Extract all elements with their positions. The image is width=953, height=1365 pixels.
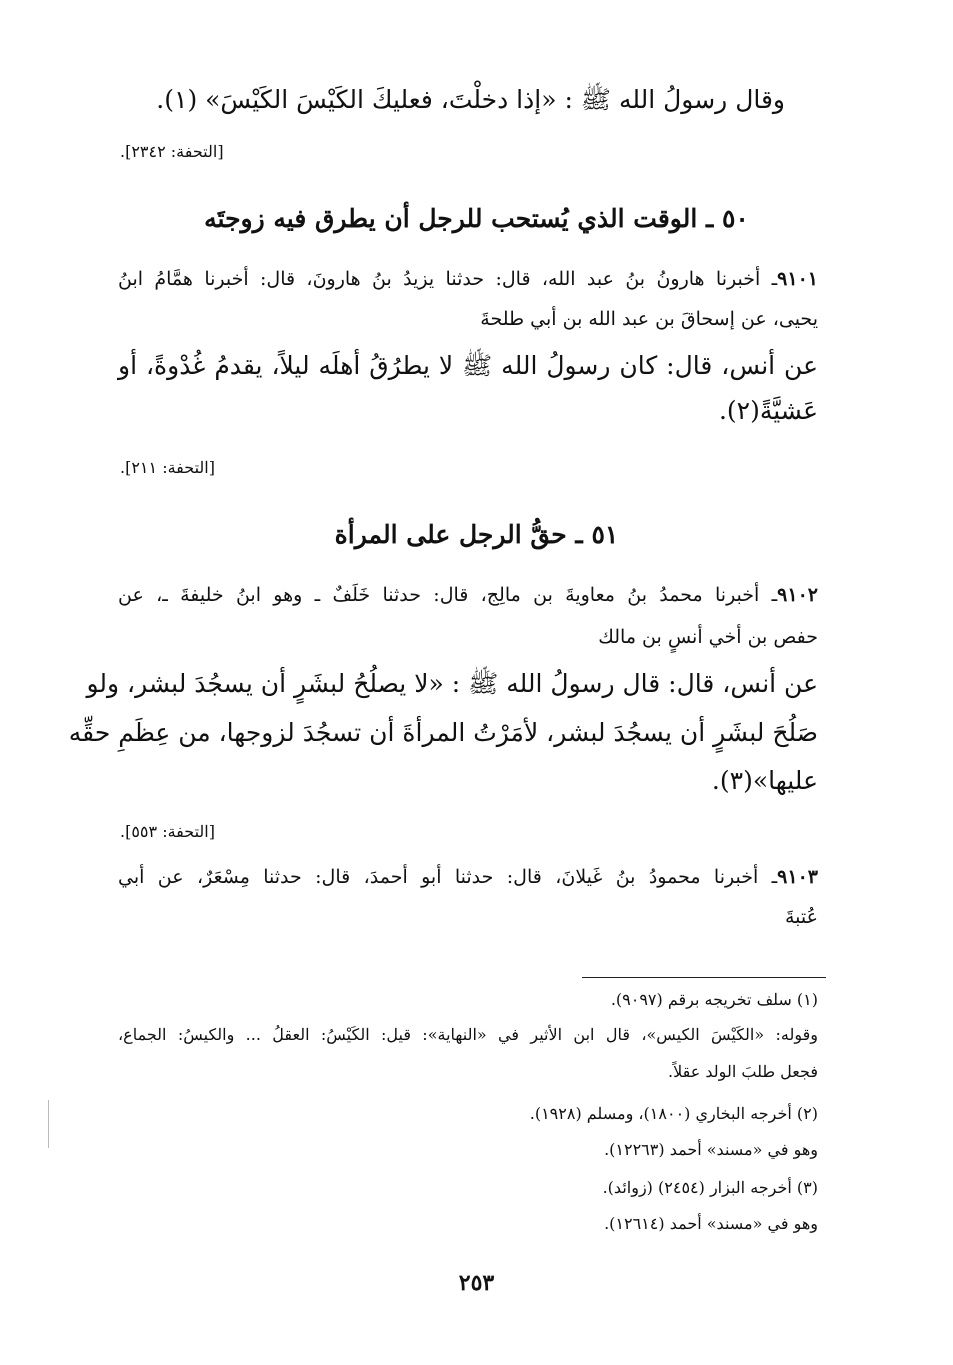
footnote-1-note: وقوله: «الكَيْسَ الكيس»، قال ابن الأثير في «النهاية»: قيل: الكَيْسُ: العقلُ ... والكيسُ: الجماع، xyxy=(118,1025,818,1044)
footnote-1: (١) سلف تخريجه برقم (٩٠٩٧). xyxy=(610,990,818,1009)
footnote-3: (٣) أخرجه البزار (٢٤٥٤) (زوائد). xyxy=(602,1178,818,1197)
hadith-text: وقال رسولُ الله ﷺ : «إذا دخلْتَ، فعليكَ الكَيْسَ الكَيْسَ» (١). xyxy=(156,85,785,114)
tuhfa-reference: [التحفة: ٢١١]. xyxy=(120,458,215,477)
footnote-2: (٢) أخرجه البخاري (١٨٠٠)، ومسلم (١٩٢٨). xyxy=(529,1104,818,1123)
hadith-9101-matn-line1: عن أنس، قال: كان رسولُ الله ﷺ لا يطرُقُ أهلَه ليلاً، يقدمُ غُدْوةً، أو xyxy=(118,351,818,380)
footnote-1-note-cont: فجعل طلبَ الولد عقلاً. xyxy=(668,1062,818,1081)
margin-mark xyxy=(48,1100,49,1148)
footnote-divider xyxy=(582,977,826,978)
footnote-3-note: وهو في «مسند» أحمد (١٢٦١٤). xyxy=(604,1214,818,1233)
footnote-2-note: وهو في «مسند» أحمد (١٢٢٦٣). xyxy=(604,1140,818,1159)
tuhfa-reference: [التحفة: ٢٣٤٢]. xyxy=(120,142,224,161)
hadith-9102-matn-line2: صَلُحَ لبشَرٍ أن يسجُدَ لبشر، لأمَرْتُ المرأةَ أن تسجُدَ لزوجها، من عِظَمِ حقِّه xyxy=(68,718,818,747)
hadith-9101-matn-line2: عَشيَّةً(٢). xyxy=(718,396,818,425)
hadith-9103-isnad-line1: ٩١٠٣ـ أخبرنا محمودُ بنُ غَيلانَ، قال: حدثنا أبو أحمدَ، قال: حدثنا مِسْعَرٌ، عن أبي xyxy=(118,866,818,888)
hadith-9103-isnad-line2: عُتبةَ xyxy=(785,906,818,928)
page-number: ٢٥٣ xyxy=(458,1270,495,1296)
tuhfa-reference: [التحفة: ٥٥٣]. xyxy=(120,822,215,841)
hadith-number: ٩١٠٣ xyxy=(777,866,818,888)
hadith-9101-isnad-line1: ٩١٠١ـ أخبرنا هارونُ بنُ عبد الله، قال: حدثنا يزيدُ بنُ هارونَ، قال: أخبرنا همَّامُ ابنُ xyxy=(118,268,818,290)
hadith-9101-isnad-line2: يحيى، عن إسحاقَ بن عبد الله بن أبي طلحةَ xyxy=(480,308,818,330)
chapter-heading-51: ٥١ ـ حقُّ الرجل على المرأة xyxy=(334,520,619,549)
chapter-heading-50: ٥٠ ـ الوقت الذي يُستحب للرجل أن يطرق فيه زوجتَه xyxy=(204,204,749,233)
hadith-9102-isnad-line1: ٩١٠٢ـ أخبرنا محمدُ بنُ معاويةَ بن مالِج، قال: حدثنا خَلَفٌ ـ وهو ابنُ خليفةَ ـ، عن xyxy=(118,584,818,606)
hadith-9102-matn-line3: عليها»(٣). xyxy=(711,766,818,795)
hadith-9102-isnad-line2: حفص بن أخي أنسٍ بن مالك xyxy=(598,626,818,648)
hadith-9102-matn-line1: عن أنس، قال: قال رسولُ الله ﷺ : «لا يصلُحُ لبشَرٍ أن يسجُدَ لبشر، ولو xyxy=(86,669,818,698)
hadith-number: ٩١٠٢ xyxy=(777,584,818,606)
hadith-number: ٩١٠١ xyxy=(777,268,818,290)
